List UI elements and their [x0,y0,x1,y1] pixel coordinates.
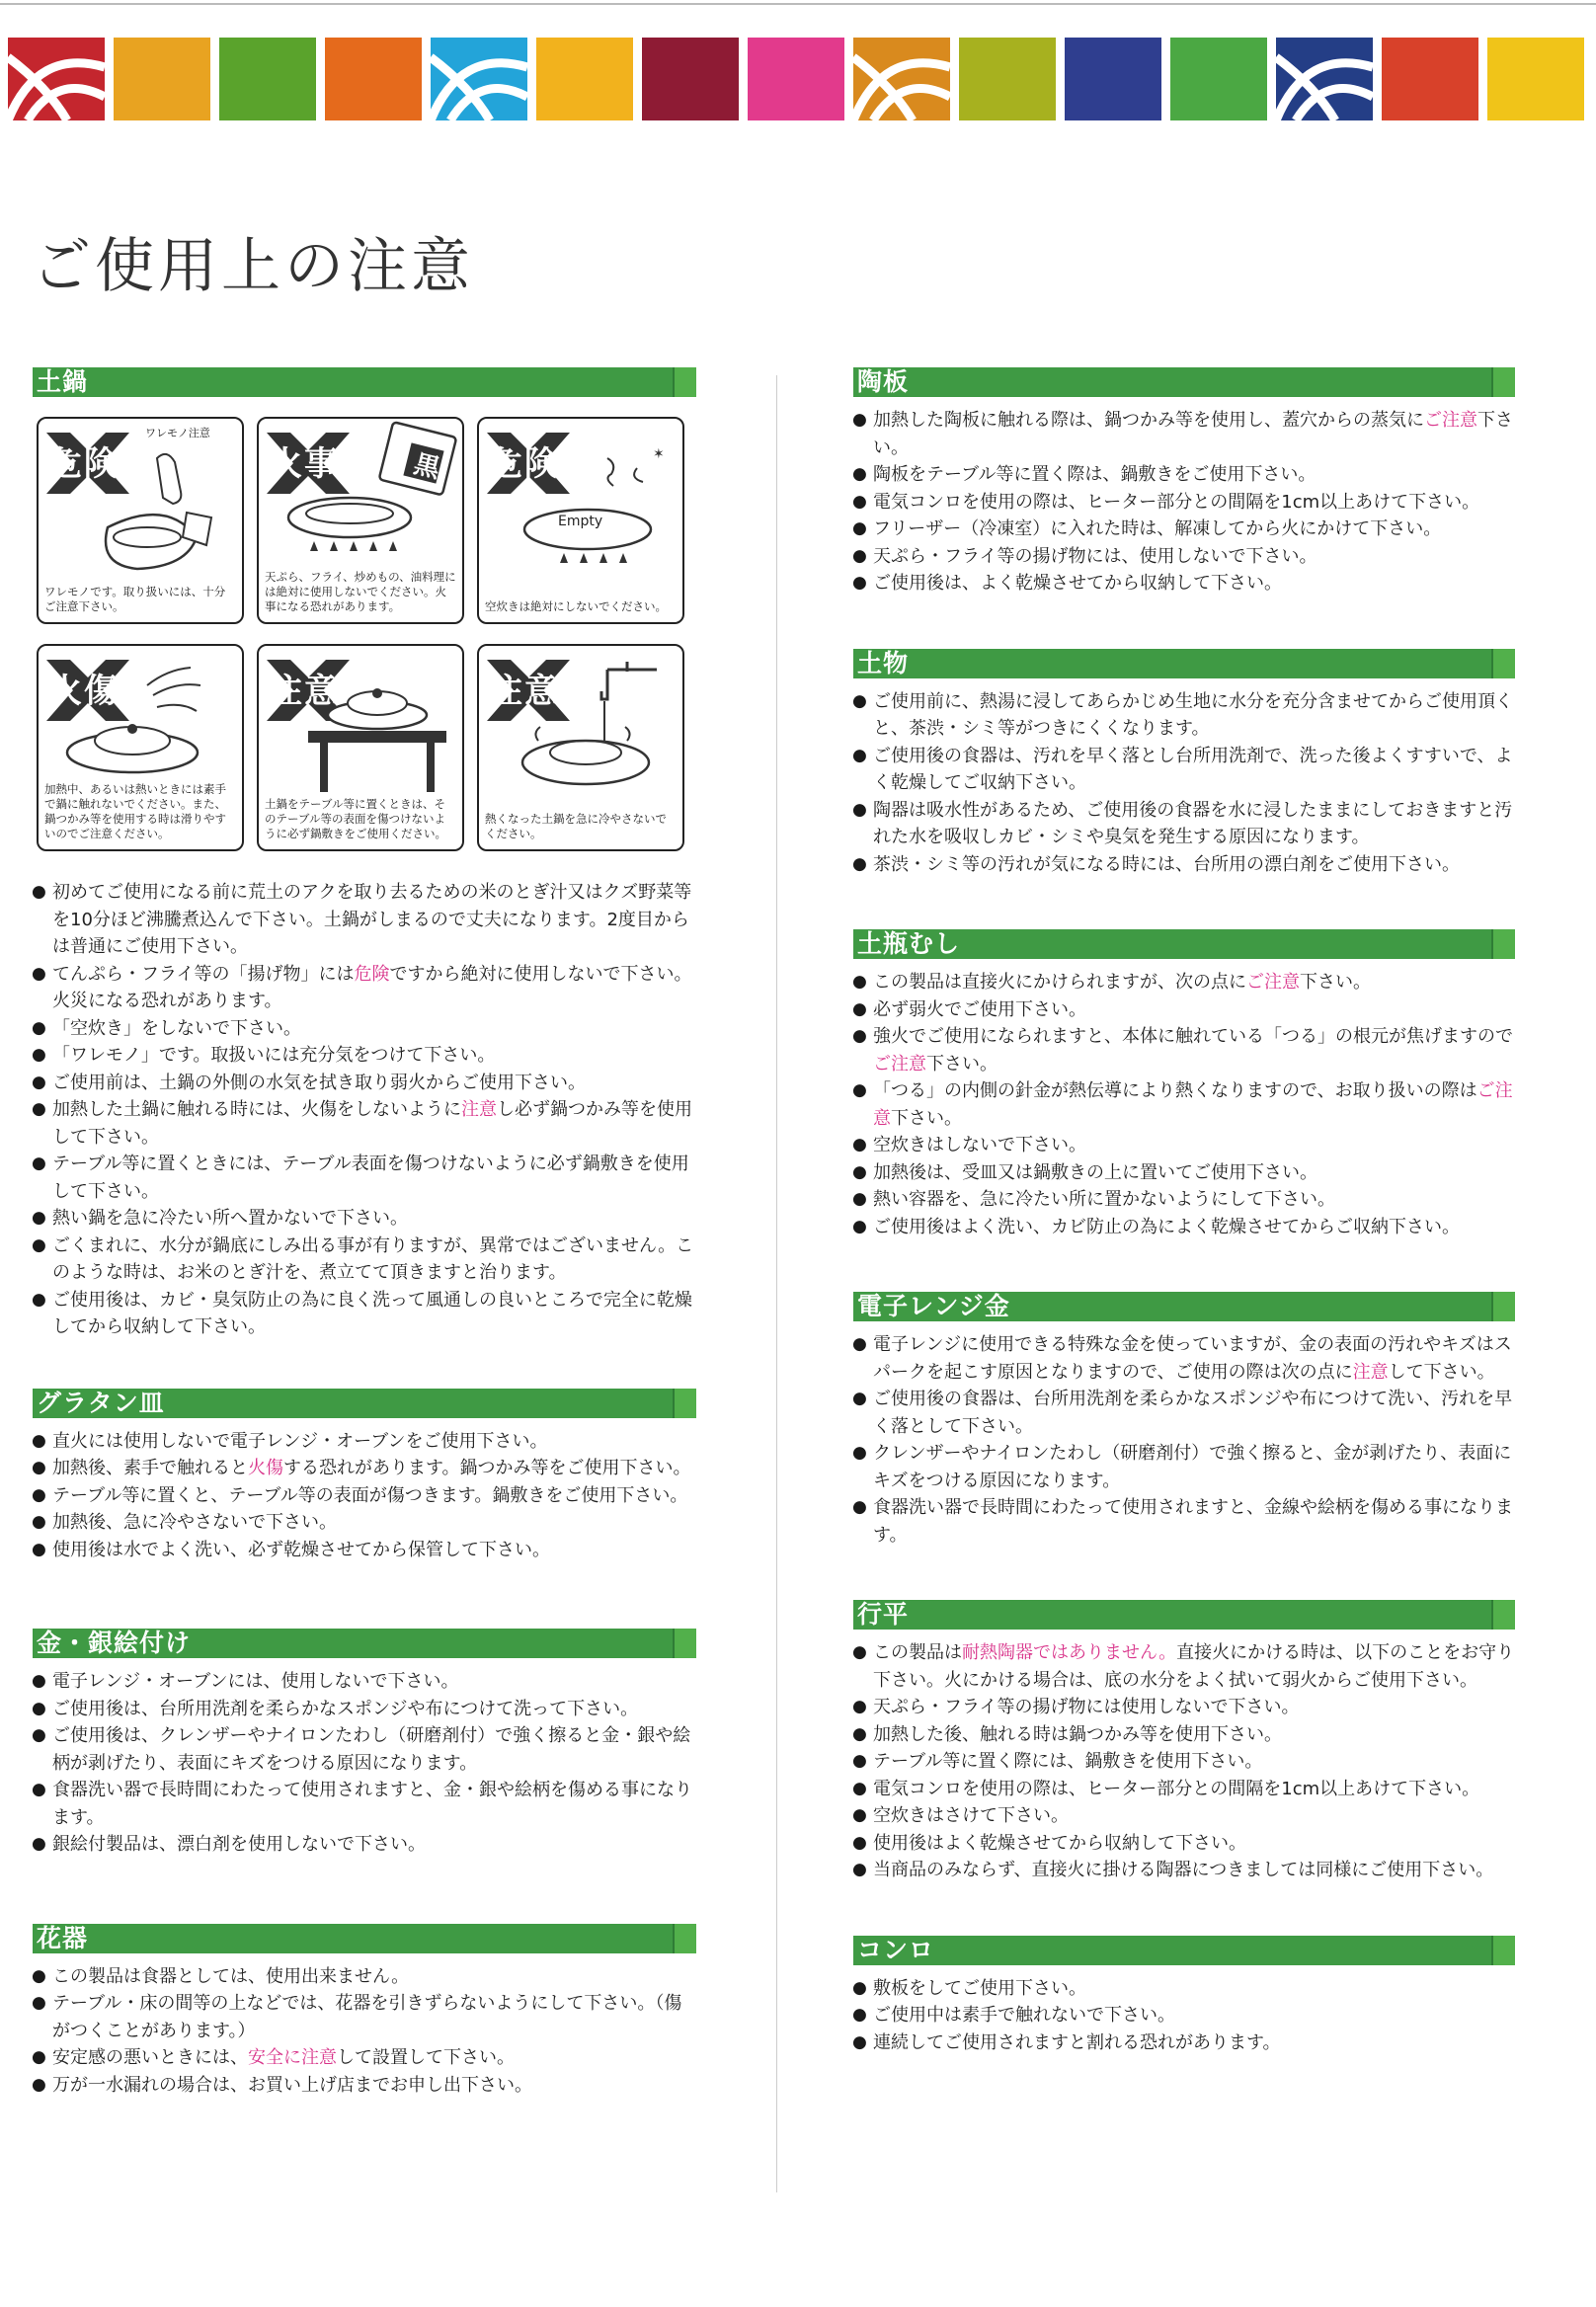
section-heading-donabe: 土鍋 [33,367,696,397]
section-domono [853,649,1515,879]
banner-tile [114,38,210,120]
section-heading-kingin: 金・銀絵付け [33,1629,696,1658]
section-items [33,1418,696,1564]
highlighted-caution-text: ご注意 [1246,972,1300,993]
list-item: ● テーブル・床の間等の上などでは、花器を引きずらないようにして下さい。（傷がつくことがあります。） [33,1990,696,2044]
item-text: 「つる」の内側の針金が熱伝導により熱くなりますので、お取り扱いの際は [873,1080,1477,1101]
list-item: ● 当商品のみならず、直接火に掛ける陶器につきましては同様にご使用下さい。 [853,1857,1515,1884]
list-item: ● ご使用後は、カビ・臭気防止の為に良く洗って風通しの良いところで完全に乾燥してから収納して下さい。 [33,1287,696,1341]
pictogram-caption: 空炊きは絶対にしないでください。 [485,599,667,613]
list-item: ● 陶器は吸水性があるため、ご使用後の食器を水に浸したままにしておきますと汚れた水を吸収しカビ・シミや臭気を発生する原因になります。 [853,797,1515,851]
list-item: ● ご使用後の食器は、台所用洗剤を柔らかなスポンジや布につけて洗い、汚れを早く落として下さい。 [853,1386,1515,1440]
banner-tile [1065,38,1161,120]
pictogram-tag: ワレモノ注意 [145,427,210,439]
section-heading-yukihira: 行平 [853,1600,1515,1630]
banner-tile [642,38,739,120]
item-text: して下さい。 [1388,1361,1495,1383]
pictogram-badge: 危険 [489,444,560,484]
list-item: ● 「ワレモノ」です。取扱いには充分気をつけて下さい。 [33,1042,696,1070]
list-item: ● 使用後はよく乾燥させてから収納して下さい。 [853,1830,1515,1858]
section-items [853,1965,1515,2057]
list-item: ● ご使用中は素手で触れないで下さい。 [853,2002,1515,2029]
highlighted-caution-text: ご注意 [873,1053,926,1074]
section-kaki [33,1924,696,2100]
list-item: ● 初めてご使用になる前に荒土のアクを取り去るための米のとぎ汁又はクズ野菜等を10分ほど沸騰煮込んで下さい。土鍋がしまるので丈夫になります。2度目からは普通にご使用下さい。 [33,879,696,961]
section-denshi [853,1292,1515,1549]
column-divider [776,375,777,2192]
item-text: 電子レンジに使用できる特殊な金を使っていますが、金の表面の汚れやキズはスパークを起こす原因となりますので、ご使用の際は次の点に [873,1334,1512,1383]
list-item [853,1023,1515,1077]
highlighted-caution-text: 安全に注意 [248,2047,337,2068]
section-heading-denshi: 電子レンジ金 [853,1292,1515,1321]
highlighted-caution-text: 耐熱陶器ではありません。 [962,1642,1177,1663]
item-text: し必ず鍋つかみ等を使用して下さい。 [52,1099,692,1148]
right-column [853,367,1515,2121]
pictogram-caption: 熱くなった土鍋を急に冷やさないでください。 [485,812,667,840]
section-items [853,1321,1515,1549]
highlighted-caution-text: ご注意 [873,1080,1513,1129]
list-item: ● 敷板をしてご使用下さい。 [853,1975,1515,2003]
banner-tile [959,38,1056,120]
pictogram-empty-heating [477,417,684,624]
list-item: ● この製品は食器としては、使用出来ません。 [33,1963,696,1991]
section-kingin [33,1629,696,1859]
list-item [853,969,1515,996]
pictogram-badge: 注意 [489,672,560,711]
warning-pictogram-grid [37,417,696,851]
banner-tile [219,38,316,120]
item-text: 加熱した陶板に触れる際は、鍋つかみ等を使用し、蓋穴からの蒸気に [873,410,1424,431]
list-item: ● 天ぷら・フライ等の揚げ物には使用しないで下さい。 [853,1694,1515,1721]
pictogram-badge: 危険 [48,444,120,484]
item-text: 強火でご使用になられますと、本体に触れている「つる」の根元が焦げますので [873,1026,1513,1047]
item-text: して設置して下さい。 [337,2047,515,2068]
item-text: 下さい。 [891,1107,962,1129]
banner-tile [1170,38,1267,120]
list-item: ● 「空炊き」をしないで下さい。 [33,1015,696,1043]
item-text: 下さい。 [1300,972,1371,993]
item-text: する恐れがあります。鍋つかみ等をご使用下さい。 [283,1458,691,1478]
empty-label: Empty [558,514,603,529]
highlighted-caution-text: 火傷 [248,1458,283,1478]
list-item: ● 加熱した後、触れる時は鍋つかみ等を使用下さい。 [853,1721,1515,1749]
item-text: この製品は [873,1642,962,1663]
banner-tile [1487,38,1584,120]
section-gratin [33,1389,696,1564]
pictogram-badge: 火傷 [48,672,120,711]
list-item [33,1096,696,1151]
list-item: ● 陶板をテーブル等に置く際は、鍋敷きをご使用下さい。 [853,461,1515,489]
list-item: ● 食器洗い器で長時間にわたって使用されますと、金・銀や絵柄を傷める事になります。 [33,1777,696,1831]
section-heading-kaki: 花器 [33,1924,696,1953]
list-item: ● 食器洗い器で長時間にわたって使用されますと、金線や絵柄を傷める事になります。 [853,1494,1515,1549]
item-text: 安定感の悪いときには、 [52,2047,248,2068]
list-item [33,2044,696,2072]
list-item: ● 茶渋・シミ等の汚れが気になる時には、台所用の漂白剤をご使用下さい。 [853,851,1515,879]
list-item [853,1077,1515,1132]
section-touban [853,367,1515,597]
list-item: ● 加熱後は、受皿又は鍋敷きの上に置いてご使用下さい。 [853,1159,1515,1187]
item-text: この製品は直接火にかけられますが、次の点に [873,972,1246,993]
pictogram-fire [257,417,464,624]
section-items [853,1630,1515,1884]
section-items [853,678,1515,879]
item-text: 加熱後、素手で触れると [52,1458,248,1478]
list-item: ● 電子レンジ・オーブンには、使用しないで下さい。 [33,1668,696,1696]
list-item [853,407,1515,461]
pictogram-caption: ワレモノです。取り扱いには、十分ご注意下さい。 [44,585,226,613]
section-items [853,959,1515,1240]
section-heading-konro: コンロ [853,1936,1515,1965]
list-item: ● 天ぷら・フライ等の揚げ物には、使用しないで下さい。 [853,543,1515,571]
color-banner [0,0,1596,128]
list-item: ● ご使用前は、土鍋の外側の水気を拭き取り弱火からご使用下さい。 [33,1070,696,1097]
list-item: ● クレンザーやナイロンたわし（研磨剤付）で強く擦ると、金が剥げたり、表面にキズをつける原因になります。 [853,1440,1515,1494]
pictogram-caption: 加熱中、あるいは熱いときには素手で鍋に触れないでください。また、鍋つかみ等を使用する時は滑りやすいのでご注意ください。 [44,782,226,840]
list-item: ● 必ず弱火でご使用下さい。 [853,996,1515,1024]
pictogram-fragile [37,417,244,624]
list-item: ● 使用後は水でよく洗い、必ず乾燥させてから保管して下さい。 [33,1537,696,1564]
section-donabe [33,367,696,1341]
item-text: ですから絶対に使用しないで下さい。火災になる恐れがあります。 [52,963,692,1011]
highlighted-caution-text: ご注意 [1424,410,1477,431]
item-text: 加熱した土鍋に触れる時には、火傷をしないように [52,1099,461,1120]
section-yukihira [853,1600,1515,1884]
list-item: ● 空炊きはさけて下さい。 [853,1802,1515,1830]
banner-tile [748,38,844,120]
list-item: ● 加熱後、急に冷やさないで下さい。 [33,1509,696,1537]
list-item: ● 連続してご使用されますと割れる恐れがあります。 [853,2029,1515,2057]
list-item: ● 直火には使用しないで電子レンジ・オーブンをご使用下さい。 [33,1428,696,1456]
list-item: ● 熱い鍋を急に冷たい所へ置かないで下さい。 [33,1205,696,1233]
section-heading-gratin: グラタン皿 [33,1389,696,1418]
list-item: ● ご使用後の食器は、汚れを早く落とし台所用洗剤で、洗った後よくすすいで、よく乾燥してご収納下さい。 [853,743,1515,797]
list-item: ● ご使用後は、クレンザーやナイロンたわし（研磨剤付）で強く擦ると金・銀や絵柄が剥げたり、表面にキズをつける原因になります。 [33,1722,696,1777]
section-heading-domono: 土物 [853,649,1515,678]
list-item [853,1331,1515,1386]
section-heading-touban: 陶板 [853,367,1515,397]
left-column [33,367,696,2164]
pictogram-caption: 天ぷら、フライ、炒めもの、油料理には絶対に使用しないでください。火事になる恐れがあります。 [265,570,456,613]
list-item: ● 熱い容器を、急に冷たい所に置かないようにして下さい。 [853,1186,1515,1214]
list-item: ● 空炊きはしないで下さい。 [853,1132,1515,1159]
highlighted-caution-text: 危険 [354,963,390,985]
banner-tile [1382,38,1478,120]
pictogram-cold-water [477,644,684,851]
list-item: ● テーブル等に置くときには、テーブル表面を傷つけないように必ず鍋敷きを使用して下さい。 [33,1151,696,1205]
pictogram-burn [37,644,244,851]
list-item: ● フリーザー（冷凍室）に入れた時は、解凍してから火にかけて下さい。 [853,516,1515,543]
list-item: ● ご使用後はよく洗い、カビ防止の為によく乾燥させてからご収納下さい。 [853,1214,1515,1241]
section-items [33,1658,696,1859]
list-item: ● 電気コンロを使用の際は、ヒーター部分との間隔を1cm以上あけて下さい。 [853,1776,1515,1803]
list-item [33,961,696,1015]
item-text: 直接火にかける時は、以下のことをお守り下さい。火にかける場合は、底の水分をよく拭いて弱火からご使用下さい。 [873,1642,1515,1691]
item-text: 下さい。 [926,1053,998,1074]
svg-text:✶: ✶ [653,446,665,462]
section-heading-dobin: 土瓶むし [853,929,1515,959]
pictogram-table [257,644,464,851]
pictogram-badge: 火事 [269,444,340,484]
list-item: ● 万が一水漏れの場合は、お買い上げ店までお申し出下さい。 [33,2072,696,2100]
list-item [33,1455,696,1482]
section-dobin [853,929,1515,1240]
highlighted-caution-text: 注意 [461,1099,497,1120]
list-item [853,1639,1515,1694]
section-items [33,1953,696,2100]
list-item: ● ご使用後は、台所用洗剤を柔らかなスポンジや布につけて洗って下さい。 [33,1696,696,1723]
pictogram-caption: 土鍋をテーブル等に置くときは、そのテーブル等の表面を傷つけないように必ず鍋敷きをご使用ください。 [265,797,446,840]
banner-tile [536,38,633,120]
banner-tile [325,38,422,120]
item-text: 下さい。 [873,410,1513,458]
pictogram-badge: 注意 [269,672,340,711]
page-title: ご使用上の注意 [32,232,474,301]
list-item: ● 銀絵付製品は、漂白剤を使用しないで下さい。 [33,1831,696,1859]
section-items [33,869,696,1341]
section-items [853,397,1515,597]
highlighted-caution-text: 注意 [1352,1361,1389,1383]
list-item: ● ご使用後は、よく乾燥させてから収納して下さい。 [853,570,1515,597]
list-item: ● 電気コンロを使用の際は、ヒーター部分との間隔を1cm以上あけて下さい。 [853,489,1515,517]
section-konro [853,1936,1515,2057]
item-text: てんぷら・フライ等の「揚げ物」には [52,963,355,985]
svg-text:黒: 黒 [410,449,443,485]
list-item: ● ご使用前に、熱湯に浸してあらかじめ生地に水分を充分含ませてからご使用頂くと、茶渋・シミ等がつきにくくなります。 [853,688,1515,743]
list-item: ● テーブル等に置くと、テーブル等の表面が傷つきます。鍋敷きをご使用下さい。 [33,1482,696,1510]
list-item: ● ごくまれに、水分が鍋底にしみ出る事が有りますが、異常ではございません。このような時は、お米のとぎ汁を、煮立てて頂きますと治ります。 [33,1233,696,1287]
list-item: ● テーブル等に置く際には、鍋敷きを使用下さい。 [853,1748,1515,1776]
